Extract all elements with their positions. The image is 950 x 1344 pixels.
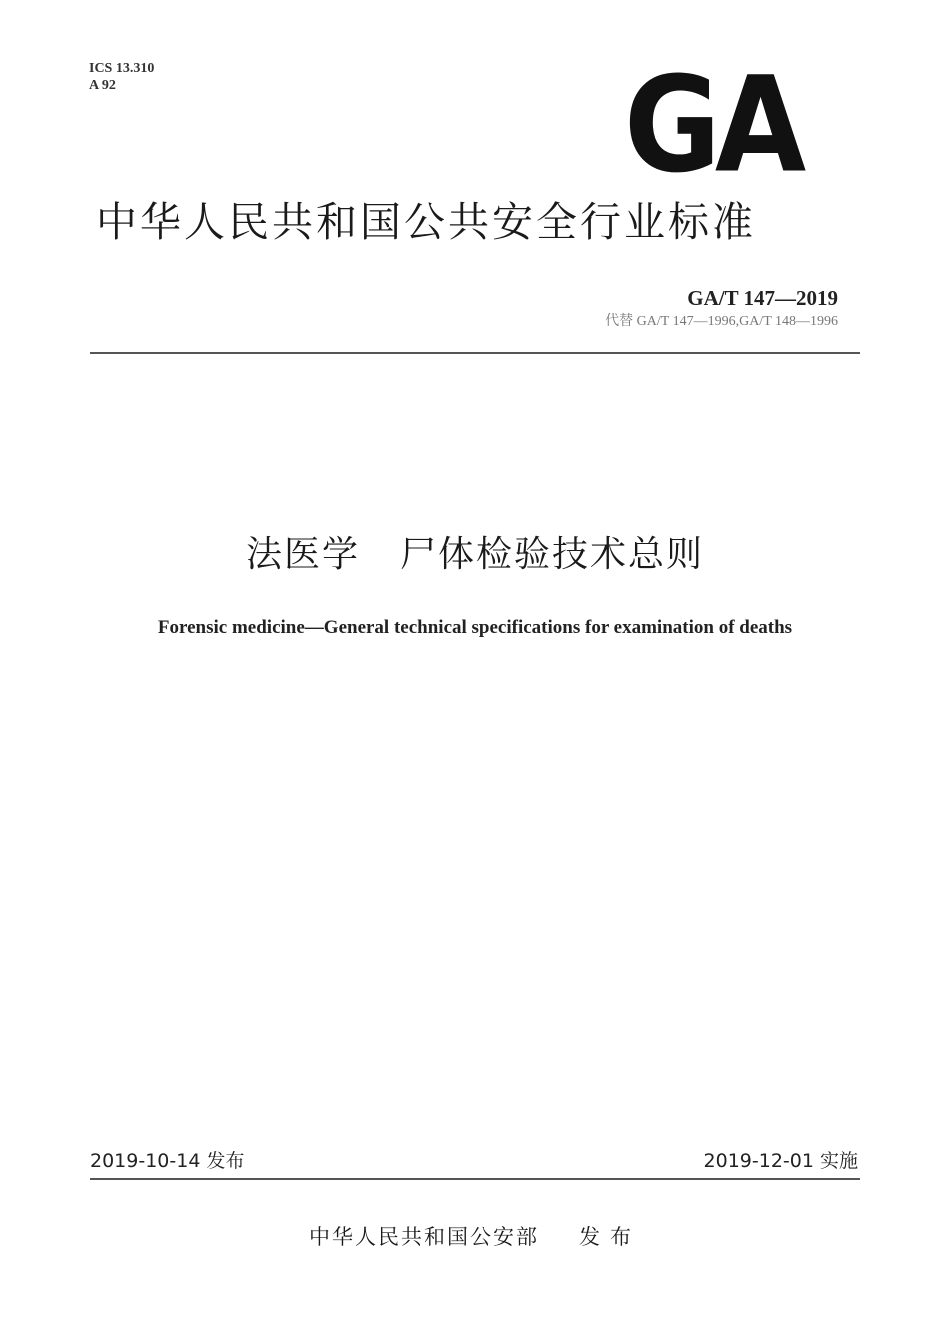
publisher-action: 发布: [579, 1225, 641, 1249]
standard-category: 中华人民共和国公共安全行业标准: [96, 198, 756, 246]
header-divider: [90, 352, 860, 354]
title-cn-part2: 尸体检验技术总则: [400, 534, 705, 575]
ga-logo: GA: [624, 72, 801, 178]
issue-date: 2019-10-14 发布: [90, 1150, 245, 1172]
publisher-line: [0, 1221, 950, 1251]
publisher-name: 中华人民共和国公安部: [309, 1225, 539, 1249]
implementation-date: 2019-12-01 实施: [703, 1150, 858, 1172]
footer-divider: [90, 1178, 860, 1180]
document-title-en: Forensic medicine—General technical specifications for examination of deaths: [157, 617, 793, 638]
classification-codes: [89, 60, 154, 94]
title-cn-part1: 法医学: [245, 534, 360, 575]
replaces-note: 代替 GA/T 147—1996,GA/T 148—1996: [605, 314, 838, 329]
standard-number: GA/T 147—2019: [687, 286, 838, 310]
ics-code: ICS 13.310: [89, 61, 155, 76]
document-title-cn: [0, 530, 950, 580]
ccs-code: A 92: [89, 78, 116, 93]
